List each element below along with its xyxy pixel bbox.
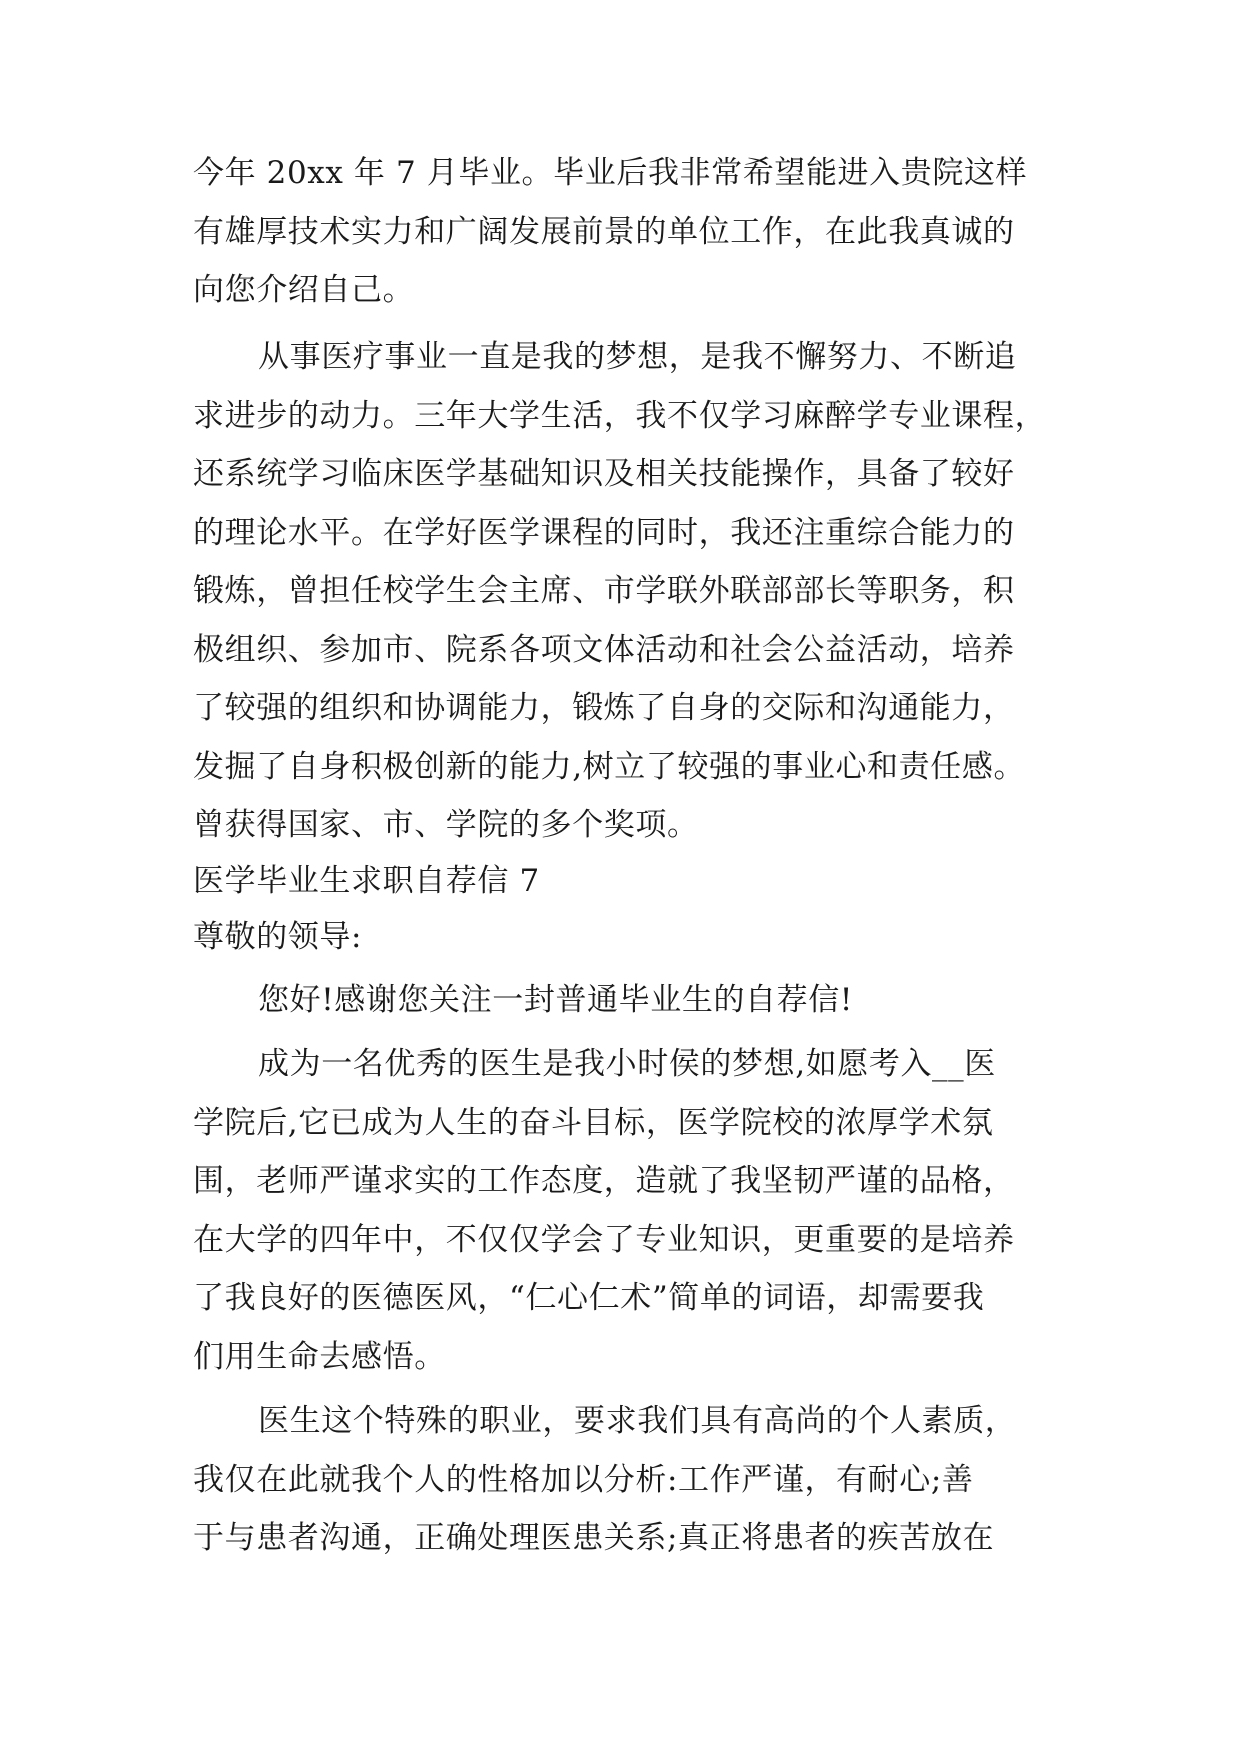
text-line-12: 曾获得国家、市、学院的多个奖项。	[193, 807, 699, 843]
text-line-6: 还系统学习临床医学基础知识及相关技能操作，具备了较好	[193, 456, 1015, 492]
text-line-15: 您好!感谢您关注一封普通毕业生的自荐信!	[258, 982, 853, 1018]
text-line-24: 于与患者沟通，正确处理医患关系;真正将患者的疾苦放在	[193, 1520, 995, 1556]
text-line-21: 们用生命去感悟。	[193, 1339, 446, 1375]
text-line-4: 从事医疗事业一直是我的梦想，是我不懈努力、不断追	[258, 339, 1017, 375]
text-line-11: 发掘了自身积极创新的能力,树立了较强的事业心和责任感。	[193, 749, 1026, 785]
text-line-23: 我仅在此就我个人的性格加以分析:工作严谨，有耐心;善	[193, 1462, 974, 1498]
text-line-18: 围，老师严谨求实的工作态度，造就了我坚韧严谨的品格，	[193, 1163, 1015, 1199]
text-line-19: 在大学的四年中，不仅仅学会了专业知识，更重要的是培养	[193, 1222, 1015, 1258]
text-line-17: 学院后,它已成为人生的奋斗目标，医学院校的浓厚学术氛	[193, 1105, 994, 1141]
text-line-9: 极组织、参加市、院系各项文体活动和社会公益活动，培养	[193, 632, 1015, 668]
text-line-22: 医生这个特殊的职业，要求我们具有高尚的个人素质，	[258, 1403, 1017, 1439]
text-line-2: 有雄厚技术实力和广阔发展前景的单位工作，在此我真诚的	[193, 214, 1015, 250]
text-line-8: 锻炼，曾担任校学生会主席、市学联外联部部长等职务，积	[193, 573, 1015, 609]
text-line-7: 的理论水平。在学好医学课程的同时，我还注重综合能力的	[193, 515, 1015, 551]
text-line-16: 成为一名优秀的医生是我小时侯的梦想,如愿考入__医	[258, 1046, 996, 1082]
text-line-3: 向您介绍自己。	[193, 272, 415, 308]
text-line-5: 求进步的动力。三年大学生活，我不仅学习麻醉学专业课程，	[193, 398, 1047, 434]
text-line-1: 今年 20xx 年 7 月毕业。毕业后我非常希望能进入贵院这样	[193, 155, 1028, 191]
text-line-20: 了我良好的医德医风，“仁心仁术”简单的词语，却需要我	[193, 1280, 985, 1316]
section-title: 医学毕业生求职自荐信 7	[193, 863, 540, 899]
salutation: 尊敬的领导:	[193, 919, 363, 955]
text-line-10: 了较强的组织和协调能力，锻炼了自身的交际和沟通能力，	[193, 690, 1015, 726]
